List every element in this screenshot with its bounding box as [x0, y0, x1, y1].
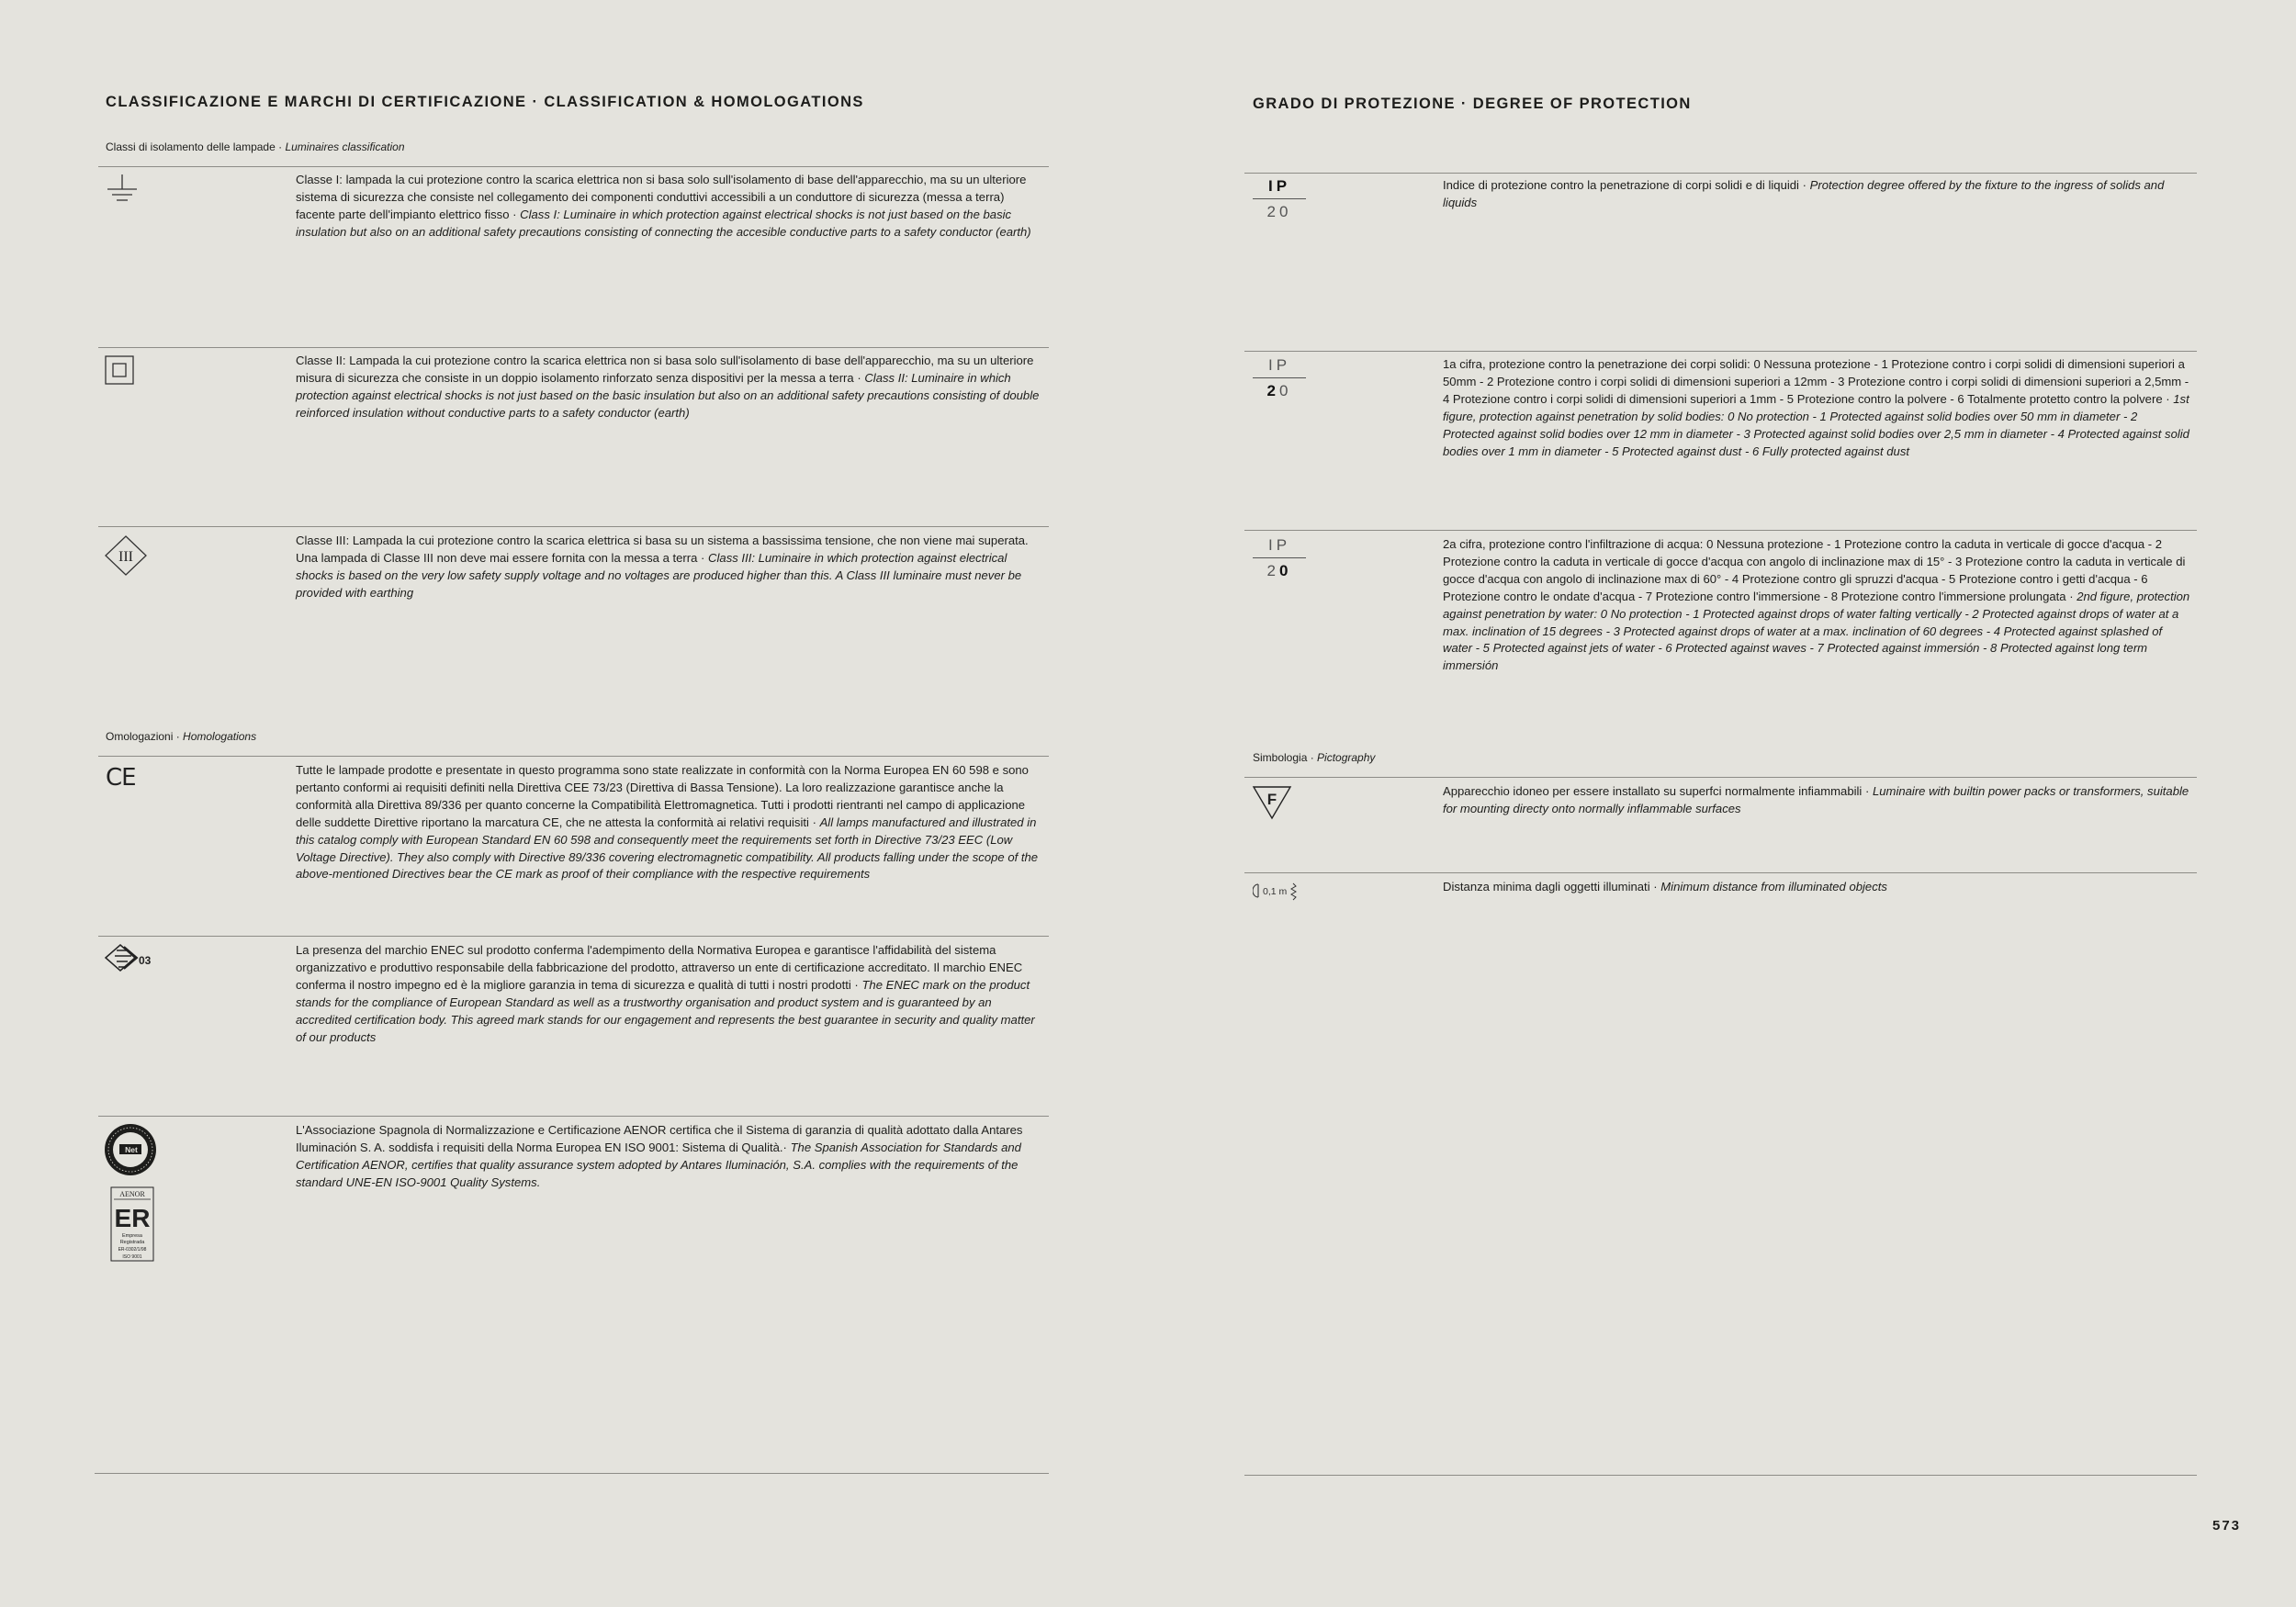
ce-text: Tutte le lampade prodotte e presentate in questo programma sono state realizzate in conformità con la Norma Europea EN 60 598 e sono pertanto conformi ai requisiti definiti nella Direttiva CEE 73/23 (Direttiva di Bassa Tensione). La loro realizzazione garantisce anche la conformità alla Direttiva 89/336 per quanto concerne la Compatibilità Elettromagnetica. Tutti i prodotti rientranti nel campo di applicazione delle suddette Direttive riportano la marcatura CE, che ne attesta la conformità ai relativi requisiti · All lamps manufactured and illustrated in this catalog comply with European Standard EN 60 598 and consequently meet the requirements set forth in Directive 73/23 EEC (Low Voltage Directive). They also comply with Directive 89/336 covering electromagnetic compatibility. All products falling under the scope of the above-mentioned Directives bear the CE mark as proof of their compliance with the respective requirements: [296, 763, 1039, 882]
ip-general-icon: IP 20: [1253, 177, 1306, 221]
homologations-label: Omologazioni · Homologations: [106, 730, 257, 743]
bottom-rule: [1244, 1475, 2197, 1476]
divider: [98, 1116, 1049, 1117]
low-voltage-icon: [104, 534, 148, 577]
divider: [1244, 351, 2197, 352]
ip-second-digit-text: 2a cifra, protezione contro l'infiltrazione di acqua: 0 Nessuna protezione - 1 Protezione contro la caduta in verticale di gocce d'acqua - 2 Protezione contro la caduta in verticale di gocce d'acqua con angolo di inclinazione max di 15° - 3 Protezione contro la caduta in verticale di gocce d'acqua con angolo di inclinazione max di 60° - 4 Protezione contro gli spruzzi d'acqua - 5 Protezione contro i getti d'acqua - 6 Protezione contro le ondate d'acqua - 7 Protezione contro l'immersione - 8 Protezione contro l'immersione prolungata · 2nd figure, protection against penetration by water: 0 No protection - 1 Protected against drops of water falting vertically - 2 Protected against drops of water at a max. inclination of 15 degrees - 3 Protected against drops of water at a max. inclination of 60 degrees - 4 Protected against splashed of water - 5 Protected against jets of water - 6 Protected against waves - 7 Protected against immersión - 8 Protected against long term immersión: [1443, 537, 2190, 673]
divider: [98, 936, 1049, 937]
aenor-small2: Registrada: [119, 1240, 145, 1245]
class3-text: Classe III: Lampada la cui protezione contro la scarica elettrica si basa su un sistema a bassissima tensione, che non viene mai superata. Una lampada di Classe III non deve mai essere fornita con la messa a terra · Class III: Luminaire in which protection against electrical shocks is based on the very low safety supply voltage and no voltages are produced higher than this. A Class III luminaire must never be provided with earthing: [296, 534, 1029, 600]
enec-text: La presenza del marchio ENEC sul prodotto conferma l'adempimento della Normativa Europea e garantisce l'affidabilità del sistema organizzativo e produttivo responsabile della fabbricazione del prodotto, attraverso un ente di certificazione accreditato. Il marchio ENEC conferma il nostro impegno ed è la migliore garanzia in tema di sicurezza e qualità di tutti i nostri prodotti · The ENEC mark on the product stands for the compliance of European Standard as well as a trustworthy organisation and product system and is guaranteed by an accredited certification body. This agreed mark stands for our engagement and represents the best guarantee in security and quality matter of our products: [296, 943, 1035, 1044]
ip-description: Indice di protezione contro la penetrazione di corpi solidi e di liquidi · Protection degree offered by the fixture to the ingress of solids and liquids: [1443, 178, 2165, 209]
aenor-er-text: ER: [114, 1204, 151, 1232]
iqnet-seal-icon: [103, 1122, 158, 1177]
right-heading: GRADO DI PROTEZIONE · DEGREE OF PROTECTION: [1253, 96, 1692, 112]
divider: [1244, 530, 2197, 531]
class1-text: Classe I: lampada la cui protezione contro la scarica elettrica non si basa solo sull'isolamento di base dell'apparecchio, ma su un ulteriore sistema di sicurezza che consiste nel collegamento dei componenti conduttivi accessibili a un conduttore di sicurezza (messa a terra) facente parte dell'impianto elettrico fisso · Class I: Luminaire in which protection against electrical shocks is not just based on the basic insulation but also on an additional safety precautions consisting of connecting the accesible conductive parts to a safety conductor (earth): [296, 173, 1031, 239]
double-insulation-icon: [104, 354, 135, 386]
class2-text: Classe II: Lampada la cui protezione contro la scarica elettrica non si basa solo sull'isolamento di base dell'apparecchio, ma su un ulteriore misura di sicurezza che consiste in un doppio isolamento rinforzato senza dispositivi per la messa a terra · Class II: Luminaire in which protection against electrical shocks is not just based on the basic insulation but also on an additional safety precautions consisting of double reinforced insulation without conductive parts to a safety conductor (earth): [296, 354, 1040, 420]
min-distance-text: 0,1 m: [1263, 886, 1288, 897]
enec-number: 03: [139, 954, 152, 967]
ip-first-digit-icon: IP 20: [1253, 356, 1306, 400]
earth-icon: [103, 173, 141, 206]
aenor-code: ER-0302/1/98: [118, 1247, 147, 1253]
aenor-iso: ISO 9001: [122, 1254, 142, 1260]
min-distance-icon: [1253, 880, 1308, 902]
f-mark-text: F: [1266, 791, 1277, 808]
divider: [98, 347, 1049, 348]
f-mark-icon: [1252, 785, 1292, 820]
divider: [1244, 173, 2197, 174]
divider: [1244, 777, 2197, 778]
ip-second-digit-icon: IP 20: [1253, 536, 1306, 580]
aenor-small1: Empresa: [121, 1233, 143, 1239]
ce-mark-icon: CE: [106, 764, 136, 792]
iqnet-text: Net: [125, 1145, 138, 1154]
left-heading: CLASSIFICAZIONE E MARCHI DI CERTIFICAZIONE · CLASSIFICATION & HOMOLOGATIONS: [106, 94, 864, 110]
enec-mark-icon: [104, 942, 159, 975]
pictography-label: Simbologia · Pictography: [1253, 751, 1376, 764]
bottom-rule: [95, 1473, 1049, 1474]
divider: [98, 166, 1049, 167]
page-number: 573: [2212, 1518, 2242, 1534]
distance-text: Distanza minima dagli oggetti illuminati · Minimum distance from illuminated objects: [1443, 880, 1887, 893]
aenor-er-logo: [110, 1186, 154, 1262]
aenor-text: L'Associazione Spagnola di Normalizzazione e Certificazione AENOR certifica che il Sistema di garanzia di qualità adottato dalla Antares Iluminación S. A. soddisfa i requisiti della Norma Europea EN ISO 9001: Sistema di Qualità.· The Spanish Association for Standards and Certification AENOR, certifies that quality assurance system adopted by Antares Iluminación, S.A. complies with the requirements of the standard UNE-EN ISO-9001 Quality Systems.: [296, 1123, 1023, 1189]
class3-symbol-text: III: [118, 549, 133, 565]
classes-label: Classi di isolamento delle lampade · Luminaires classification: [106, 140, 405, 153]
divider: [98, 756, 1049, 757]
divider: [98, 526, 1049, 527]
ip-first-digit-text: 1a cifra, protezione contro la penetrazione dei corpi solidi: 0 Nessuna protezione - 1 Protezione contro i corpi solidi di dimensioni superiori a 50mm - 2 Protezione contro i corpi solidi di dimensioni superiori a 12mm - 3 Protezione contro i corpi solidi di dimensioni superiori a 2,5mm - 4 Protezione contro i corpi solidi di dimensioni superiori a 1mm - 5 Protezione contro la polvere - 6 Totalmente protetto contro la polvere · 1st figure, protection against penetration by solid bodies: 0 No protection - 1 Protected against solid bodies over 50 mm in diameter - 2 Protected against solid bodies over 12 mm in diameter - 3 Protected against solid bodies over 2,5 mm in diameter - 4 Protected against solid bodies over 1 mm in diameter - 5 Protected against dust - 6 Fully protected against dust: [1443, 357, 2189, 458]
divider: [1244, 872, 2197, 873]
f-text: Apparecchio idoneo per essere installato su superfci normalmente infiammabili · Luminaire with builtin power packs or transformers, suitable for mounting directy onto normally inflammable surfaces: [1443, 784, 2189, 815]
aenor-logo-text: AENOR: [119, 1190, 145, 1198]
